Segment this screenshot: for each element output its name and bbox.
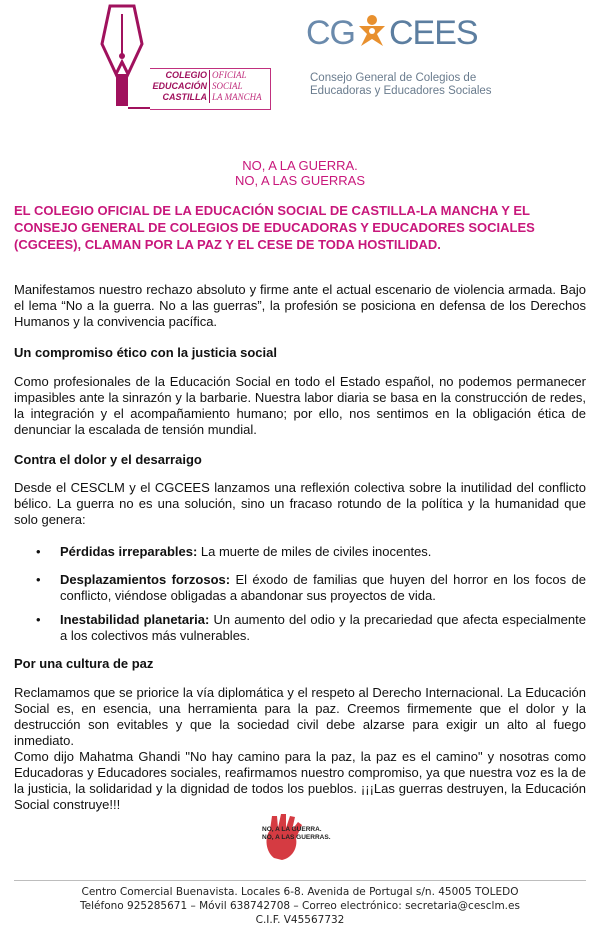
list-item-term: Desplazamientos forzosos:: [60, 572, 231, 587]
list-item: [36, 612, 586, 644]
footer-cif: C.I.F. V45567732: [255, 914, 345, 926]
section-paragraph: Desde el CESCLM y el CGCEES lanzamos una reflexión colectiva sobre la inutilidad del conflicto bélico. La guerra no es una solución, sino un fracaso rotundo de la política y la humanidad que solo genera:: [14, 480, 586, 527]
cgcees-subtitle: [310, 72, 492, 98]
cesclm-logo: [90, 4, 270, 112]
logo-text: CASTILLA: [150, 92, 210, 103]
section-paragraph: Como profesionales de la Educación Social en todo el Estado español, no podemos permanecer impasibles ante la sinrazón y la barbarie. Nuestra labor diaria se basa en la construcción de redes, la integración y el acompañamiento humano; por ello, nos sentimos en la obligación ética de denunciar la escalada de tensión mundial.: [14, 374, 586, 437]
logo-text: OFICIAL: [212, 70, 247, 80]
cgcees-subtitle-line: Educadoras y Educadores Sociales: [310, 85, 492, 97]
logo-text: COLEGIO: [150, 70, 210, 81]
title-line: NO, A LA GUERRA.: [242, 158, 358, 173]
logo-text: SOCIAL: [212, 81, 243, 91]
seal-line: NO, A LAS GUERRAS.: [262, 834, 331, 841]
seal-line: NO, A LA GUERRA.: [262, 826, 322, 833]
list-item-term: Pérdidas irreparables:: [60, 544, 198, 559]
cgcees-brand-a: CG: [306, 14, 355, 52]
logo-text: LA MANCHA: [212, 92, 262, 102]
list-item-text: La muerte de miles de civiles inocentes.: [197, 544, 432, 559]
footer-divider: [14, 880, 586, 881]
list-item: [36, 544, 586, 560]
section-heading: Por una cultura de paz: [14, 656, 154, 671]
bullet-icon: •: [36, 612, 41, 627]
no-war-seal: [252, 812, 332, 862]
document-subtitle: EL COLEGIO OFICIAL DE LA EDUCACIÓN SOCIAL DE CASTILLA-LA MANCHA Y EL CONSEJO GENERAL DE COLEGIOS DE EDUCADORAS Y EDUCADORES SOCIALES (CGCEES), CLAMAN POR LA PAZ Y EL CESE DE TODA HOSTILIDAD.: [14, 203, 535, 252]
bullet-icon: •: [36, 572, 41, 587]
intro-paragraph: Manifestamos nuestro rechazo absoluto y firme ante el actual escenario de violencia armada. Bajo el lema “No a la guerra. No a las guerras”, la profesión se posiciona en defensa de los Derechos Humanos y la convivencia pacífica.: [14, 282, 586, 329]
cgcees-brand-b: CEES: [389, 14, 478, 52]
cgcees-logo: [306, 14, 496, 104]
section-paragraph: Como dijo Mahatma Ghandi "No hay camino para la paz, la paz es el camino" y nosotras como Educadoras y Educadores sociales, reafirmamos nuestro compromiso, ya que nuestra voz es la de la justicia, la solidaridad y la dignidad de todos los pueblos. ¡¡¡Las guerras destruyen, la Educación Social construye!!!: [14, 749, 586, 812]
logo-text: EDUCACIÓN: [150, 81, 210, 92]
footer-address: Centro Comercial Buenavista. Locales 6-8. Avenida de Portugal s/n. 45005 TOLEDO: [81, 886, 519, 898]
cgcees-brand: [306, 14, 478, 53]
section-heading: Un compromiso ético con la justicia social: [14, 345, 277, 360]
footer-contact: Teléfono 925285671 – Móvil 638742708 – Correo electrónico: secretaria@cesclm.es: [80, 900, 520, 912]
list-item-text: El éxodo de familias que huyen del horror en los focos de conflicto, viéndose obligadas a abandonar sus proyectos de vida.: [60, 572, 586, 603]
title-line: NO, A LAS GUERRAS: [234, 173, 366, 188]
document-title: [0, 158, 600, 188]
seal-text: [262, 826, 331, 842]
section-paragraph: Reclamamos que se priorice la vía diplomática y el respeto al Derecho Internacional. La Educación Social es, en esencia, una herramienta para la paz. Creemos firmemente que el dolor y la destrucción son evitables y que la sociedad civil debe alzarse para exigir un alto al fuego inmediato.: [14, 685, 586, 748]
list-item-term: Inestabilidad planetaria:: [60, 612, 210, 627]
list-item: [36, 572, 586, 604]
cgcees-subtitle-line: Consejo General de Colegios de: [310, 72, 477, 84]
people-star-icon: [355, 14, 389, 48]
footer: [0, 885, 600, 927]
cesclm-logo-text: [150, 70, 270, 103]
header: [0, 0, 600, 120]
bullet-icon: •: [36, 544, 41, 559]
list-item-text: Un aumento del odio y la precariedad que afecta especialmente a los colectivos más vulnerables.: [60, 612, 586, 643]
section-heading: Contra el dolor y el desarraigo: [14, 452, 202, 467]
